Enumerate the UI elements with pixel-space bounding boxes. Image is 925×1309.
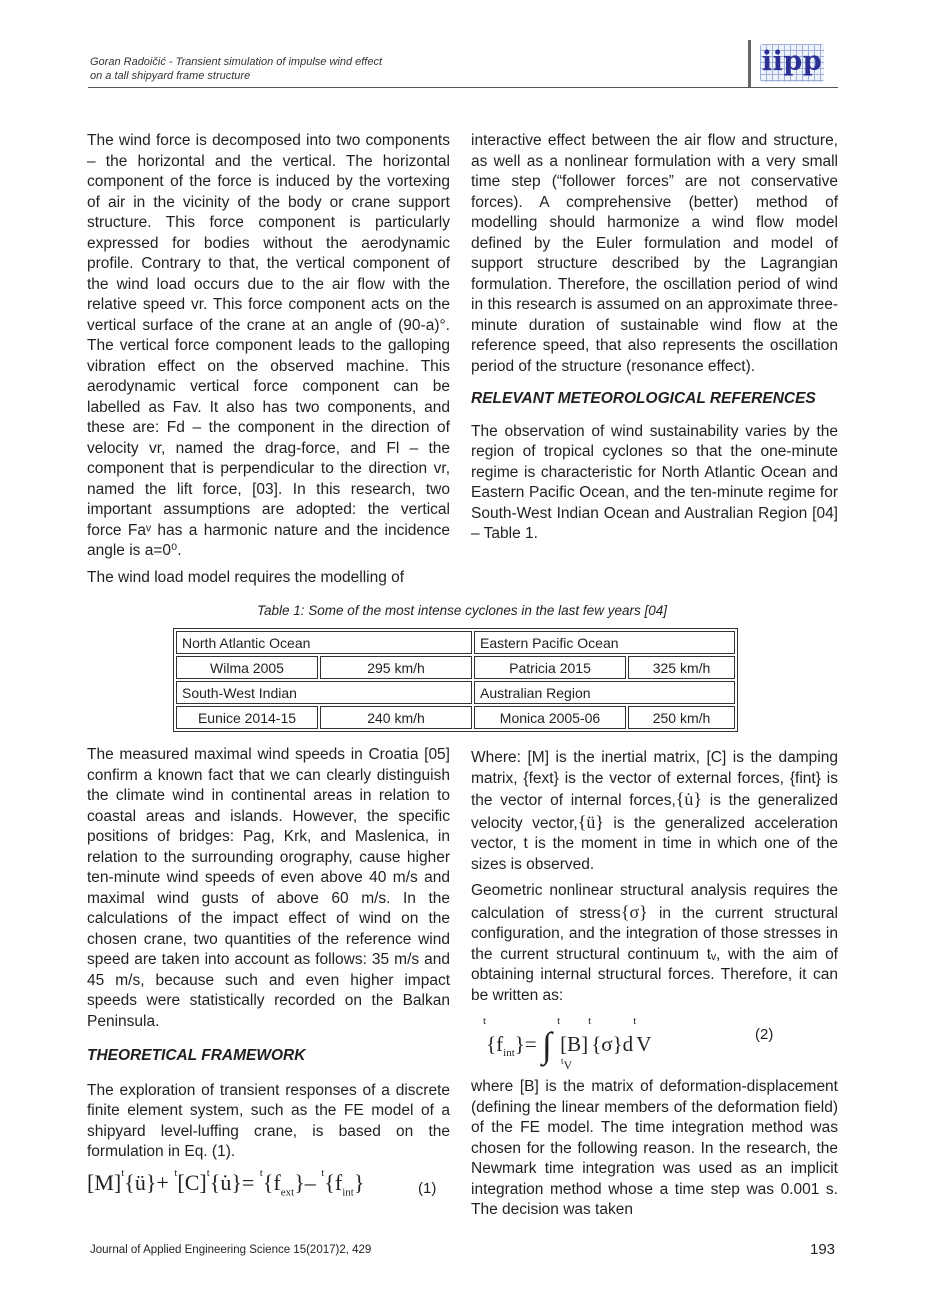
journal-logo [760,44,824,82]
paragraph-where [471,748,838,875]
table-cell-region: South-West Indian [176,681,472,704]
table-cell-region: Australian Region [474,681,735,704]
right-column-end [471,1077,838,1227]
table-caption: Table 1: Some of the most intense cyclones in the last few years [04] [257,603,667,618]
left-column-top [87,131,450,594]
table-cell-speed: 240 km/h [320,706,472,729]
section-heading-meteorological: RELEVANT METEOROLOGICAL REFERENCES [471,390,816,407]
table-cell-cyclone: Eunice 2014-15 [176,706,318,729]
table-cell-region: North Atlantic Ocean [176,631,472,654]
sigma-symbol: {σ} [620,901,648,922]
paragraph-wind-force: The wind force is decomposed into two components – the horizontal and the vertical. The horizontal component of the force is induced by the vortexing of air in the vicinity of the body or crane support structure. This force component is particularly expressed for bodies without the aerodynamic profile. Contrary to that, the vertical component of the wind load occurs due to the air flow with the relative speed vr. This force component acts on the vertical surface of the crane at an angle of (90-a)°. The vertical force component leads to the galloping vibration effect on the observed machine. This aerodynamic vertical force component can be labelled as Fav. It also has two components, and these are: Fd – the component in the direction of velocity vr, named the drag-force, and Fl – the component that is perpendicular to the direction vr, named the lift force, [03]. In this research, two important assumptions are adopted: the vertical force Faᵛ has a harmonic nature and the incidence angle is a=0⁰. [87,132,450,559]
eq2-expression: $^t\{f_{int}\}=$ ∫ $^t[B]^t\{\sigma\}d^tV$ [483,1015,652,1065]
integral-lower-limit: $^t$V [561,1056,573,1072]
table-row [176,656,735,679]
geometric-text-a: Geometric nonlinear structural analysis requires the calculation of stress [471,882,838,922]
footer-journal: Journal of Applied Engineering Science 15(2017)2, 429 [90,1244,372,1256]
paragraph-geometric [471,881,838,1006]
cyclone-table [173,628,738,732]
table-cell-cyclone: Wilma 2005 [176,656,318,679]
paragraph-observation: The observation of wind sustainability varies by the region of tropical cyclones so that the one-minute regime is characteristic for North Atlantic Ocean and Eastern Pacific Ocean, and the ten-minute regime for South-West Indian Ocean and Australian Region [04] – Table 1. [471,422,838,542]
table-cell-region: Eastern Pacific Ocean [474,631,735,654]
paragraph-interactive-effect: interactive effect between the air flow and structure, as well as a nonlinear formulation with a very small time step (“follower forces” are not conservative forces). A comprehensive (better) method of modelling should harmonize a wind flow model defined by the Euler formulation and model of support structure described by the Lagrangian formulation. Therefore, the oscillation period of wind in this research is assumed on an approximate three-minute duration of sustainable wind flow at the reference speed, that also represents the oscillation period of the structure (resonance effect). [471,132,838,375]
u-ddot-symbol: {ü} [577,811,605,832]
equation-1-number: (1) [418,1180,437,1197]
header-title-line: on a tall shipyard frame structure [90,70,251,82]
geometric-text-b: in the current structural configuration, and the integration of those stresses in the current structural continuum tᵥ, with the aim of obtaining internal structural forces. Therefore, it can be written as: [471,904,838,1004]
header-divider-vertical [748,40,751,88]
table-cell-speed: 325 km/h [628,656,735,679]
u-dot-symbol: {u̇} [675,789,703,809]
page-number: 193 [810,1241,836,1258]
left-column-bottom [87,745,450,1169]
paragraph-transient: The exploration of transient responses of a discrete finite element system, such as the FE model of a shipyard level-luffing crane, is based on the formulation in Eq. (1). [87,1081,450,1160]
where-text-c: is the generalized acceleration vector, t is the moment in time in which one of the sizes is observed. [471,814,839,873]
logo-text: iipp [761,46,823,77]
table-row [176,681,735,704]
table-cell-cyclone: Patricia 2015 [474,656,626,679]
paragraph-b-matrix: where [B] is the matrix of deformation-displacement (defining the linear members of the deformation field) of the FE model. The time integration method was chosen for the following reason. In the research, the Newmark time integration was used as an implicit integration method whose a time step was 0.001 s. The decision was taken [471,1078,838,1218]
equation-2-number: (2) [755,1026,774,1043]
table-cell-cyclone: Monica 2005-06 [474,706,626,729]
equation-1 [87,1167,365,1199]
header-divider [88,87,838,88]
table-cell-speed: 295 km/h [320,656,472,679]
paragraph-wind-load-model: The wind load model requires the modelling of [87,568,405,586]
table-row [176,631,735,654]
where-text-b: is the generalized velocity vector, [471,792,838,832]
paragraph-croatia-wind: The measured maximal wind speeds in Croatia [05] confirm a known fact that we can clearly distinguish the climate wind in continental areas in relation to coastal areas and islands. However, the specific positions of bridges: Pag, Krk, and Maslenica, in relation to the surrounding orography, cause higher ten-minute wind speeds of even above 40 m/s and maximal wind gusts of above 60 m/s. In the calculations of the impact effect of wind on the chosen crane, two quantities of the reference wind speed are taken into account as follows: 35 m/s and 45 m/s, because such and even higher impact speeds were statistically recorded on the Balkan Peninsula. [87,746,450,1030]
eq1-expression: $[M]^t\{ü\}+$ $^t[C]^t\{u̇\}= ^t\{f_{ext}\}-$ $^t\{f_{int}\}$ [87,1167,365,1199]
table-row [176,706,735,729]
equation-2 [483,1015,652,1065]
right-column-top [471,131,838,551]
right-column-bottom [471,748,838,1012]
table-cell-speed: 250 km/h [628,706,735,729]
section-heading-theoretical: THEORETICAL FRAMEWORK [87,1047,306,1064]
where-text-a: Where: [M] is the inertial matrix, [C] is the damping matrix, {fext} is the vector of external forces, {fint} is the vector of internal forces, [471,749,838,809]
running-header [90,55,382,83]
header-author-line: Goran Radoičić - Transient simulation of impulse wind effect [90,56,383,68]
